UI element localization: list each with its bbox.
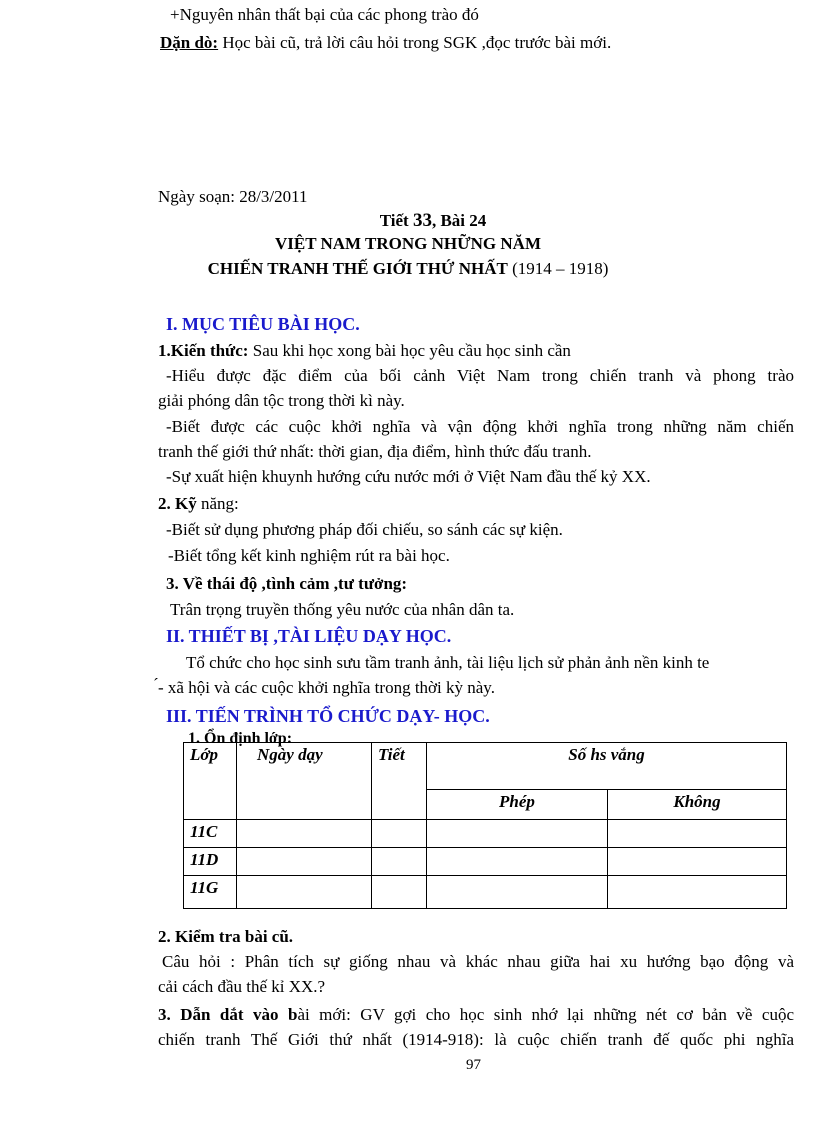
header-lop: Lớp — [184, 743, 237, 820]
dando-line — [160, 32, 611, 54]
kienthuc-line: 1.Kiến thức: Sau khi học xong bài học yêu cầu học sinh cần — [158, 341, 571, 360]
skill-2: -Biết tổng kết kinh nghiệm rút ra bài học. — [168, 546, 450, 565]
objective-2b: tranh thế giới thứ nhất: thời gian, địa điểm, hình thức đấu tranh. — [158, 442, 592, 461]
header-tiet: Tiết — [372, 743, 427, 820]
thaido-line: 3. Về thái độ ,tình cảm ,tư tưởng: — [166, 574, 408, 593]
row-class: 11G — [184, 876, 237, 909]
page-number: 97 — [466, 1057, 481, 1073]
ondinh-line: 1. Ổn định lớp: — [188, 730, 293, 747]
objective-1a: -Hiểu được đặc điểm của bối cảnh Việt Nam trong chiến tranh và phong trào — [166, 366, 794, 385]
header-ngay-day: Ngày dạy — [237, 743, 372, 820]
objective-2a: -Biết được các cuộc khởi nghĩa và vận động khởi nghĩa trong những năm chiến — [166, 417, 794, 436]
section2-p2: ́- xã hội và các cuộc khởi nghĩa trong thời kỳ này. — [158, 678, 495, 697]
header-khong: Không — [608, 790, 787, 820]
attitude-1: Trân trọng truyền thống yêu nước của nhân dân ta. — [170, 600, 515, 619]
dandat-line: 3. Dẫn dắt vào bài mới: GV gợi cho học sinh nhớ lại những nét cơ bản về cuộc — [158, 1005, 794, 1024]
table-row — [184, 820, 787, 848]
lesson-title-2: CHIẾN TRANH THẾ GIỚI THỨ NHẤT (1914 – 1918) — [207, 259, 609, 278]
section1-heading: I. MỤC TIÊU BÀI HỌC. — [166, 314, 360, 334]
header-phep: Phép — [427, 790, 608, 820]
section3-heading: III. TIẾN TRÌNH TỔ CHỨC DẠY- HỌC. — [166, 706, 490, 726]
row-class: 11C — [184, 820, 237, 848]
table-row — [184, 848, 787, 876]
dandat-b: chiến tranh Thế Giới thứ nhất (1914-918): là cuộc chiến tranh đế quốc phi nghĩa — [158, 1030, 794, 1049]
objective-1b: giải phóng dân tộc trong thời kì này. — [158, 391, 405, 410]
row-class: 11D — [184, 848, 237, 876]
skill-1: -Biết sử dụng phương pháp đối chiếu, so sánh các sự kiện. — [166, 520, 563, 539]
lesson-title-1: VIỆT NAM TRONG NHỮNG NĂM — [274, 234, 542, 253]
lesson-number: Tiết 33, Bài 24 — [379, 210, 487, 231]
kynang-line: 2. Kỹ năng: — [158, 494, 239, 513]
dando-label: Dặn dò: — [160, 33, 219, 52]
attendance-table — [183, 742, 787, 909]
dando-text: Học bài cũ, trả lời câu hỏi trong SGK ,đọc trước bài mới. — [218, 33, 612, 52]
section2-heading: II. THIẾT BỊ ,TÀI LIỆU DẠY HỌC. — [166, 626, 452, 646]
table-row — [184, 876, 787, 909]
cauhoi-a: Câu hỏi : Phân tích sự giống nhau và khác nhau giữa hai xu hướng bạo động và — [162, 952, 794, 971]
kiemtra-line: 2. Kiểm tra bài cũ. — [158, 927, 294, 946]
section2-p1: Tổ chức cho học sinh sưu tầm tranh ảnh, tài liệu lịch sử phản ảnh nền kinh te — [186, 653, 710, 672]
date-line: Ngày soạn: 28/3/2011 — [158, 187, 308, 206]
header-so-hs-vang: Số hs vắng — [427, 743, 787, 790]
line-nguyen-nhan: +Nguyên nhân thất bại của các phong trào đó — [170, 5, 479, 24]
cauhoi-b: cải cách đầu thế kỉ XX.? — [158, 977, 326, 996]
objective-3: -Sự xuất hiện khuynh hướng cứu nước mới ở Việt Nam đầu thế kỷ XX. — [166, 467, 651, 486]
